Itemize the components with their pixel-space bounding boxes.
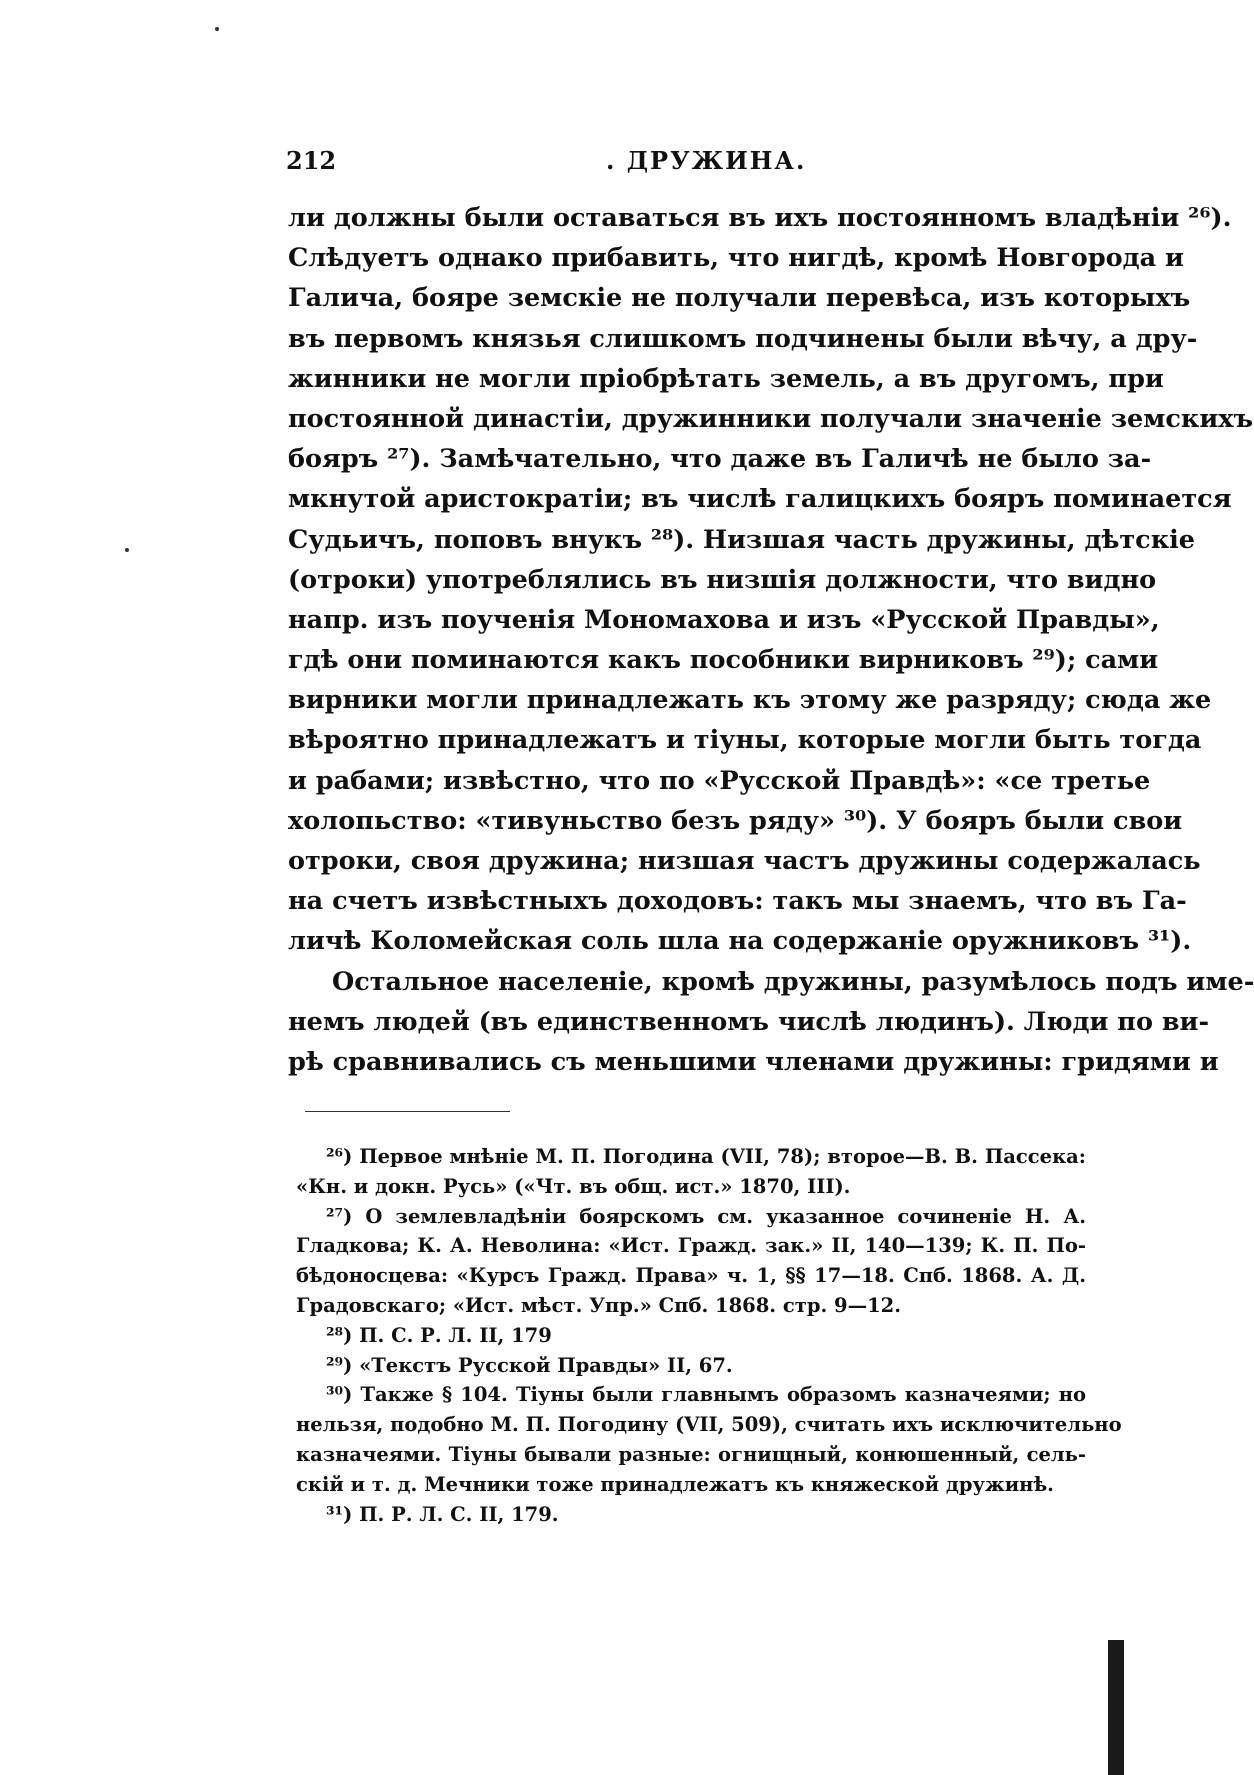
body-line-paragraph-start: Остальное населеніе, кромѣ дружины, разумѣлось подъ име- — [332, 966, 1254, 997]
footnote-line: ²⁷) О землевладѣніи боярскомъ см. указанное сочиненіе Н. А. — [326, 1204, 1086, 1228]
footnote-line: ³⁰) Также § 104. Тіуны были главнымъ образомъ казначеями; но — [326, 1383, 1086, 1407]
body-line: Слѣдуетъ однако прибавить, что нигдѣ, кромѣ Новгорода и — [288, 243, 1184, 274]
body-line: ли должны были оставаться въ ихъ постоянномъ владѣніи ²⁶). — [288, 203, 1232, 233]
footnote-line: нельзя, подобно М. П. Погодину (VII, 509), считать ихъ исключительно — [296, 1413, 1122, 1437]
body-line: и рабами; извѣстно, что по «Русской Правдѣ»: «се третье — [288, 765, 1151, 796]
footnote-line: скій и т. д. Мечники тоже принадлежатъ къ княжеской дружинѣ. — [296, 1472, 1054, 1496]
footnote-line: «Кн. и докн. Русь» («Чт. въ общ. ист.» 1870, III). — [296, 1174, 851, 1198]
body-line: личѣ Коломейская соль шла на содержаніе оружниковъ ³¹). — [288, 926, 1192, 957]
body-line: на счетъ извѣстныхъ доходовъ: такъ мы знаемъ, что въ Га- — [288, 886, 1187, 917]
footnotes — [296, 1142, 1122, 1529]
footnote-line: Градовскаго; «Ист. мѣст. Упр.» Спб. 1868. стр. 9—12. — [296, 1293, 902, 1317]
footnote-divider — [305, 1111, 510, 1112]
body-line: вирники могли принадлежать къ этому же разряду; сюда же — [288, 685, 1212, 716]
body-line: холопьство: «тивуньство безъ ряду» ³⁰). У бояръ были свои — [288, 805, 1183, 836]
body-line: постоянной династіи, дружинники получали значеніе земскихъ — [288, 403, 1254, 434]
body-line: отроки, своя дружина; низшая частъ дружины содержалась — [288, 846, 1201, 876]
body-line: гдѣ они поминаются какъ пособники вирниковъ ²⁹); сами — [288, 645, 1159, 676]
scan-edge-shadow — [1108, 1640, 1124, 1775]
scan-speck — [215, 27, 219, 31]
footnote-line: бѣдоносцева: «Курсъ Гражд. Права» ч. 1, §§ 17—18. Спб. 1868. А. Д. — [296, 1264, 1086, 1288]
footnote-line: ²⁹) «Текстъ Русской Правды» II, 67. — [326, 1353, 733, 1377]
body-line: рѣ сравнивались съ меньшими членами дружины: гридями и — [288, 1046, 1219, 1077]
body-line: Галича, бояре земскіе не получали перевѣса, изъ которыхъ — [288, 283, 1191, 314]
body-line: (отроки) употреблялись въ низшія должности, что видно — [288, 564, 1157, 595]
body-line: въ первомъ князья слишкомъ подчинены были вѣчу, а дру- — [288, 323, 1198, 354]
footnote-line: Гладкова; К. А. Неволина: «Ист. Гражд. зак.» II, 140—139; К. П. По- — [296, 1234, 1086, 1258]
page-number: 212 — [286, 146, 337, 175]
footnote-line: ³¹) П. Р. Л. С. II, 179. — [326, 1502, 559, 1526]
body-line: немъ людей (въ единственномъ числѣ людинъ). Люди по ви- — [288, 1006, 1210, 1037]
footnote-line: ²⁸) П. С. Р. Л. II, 179 — [326, 1323, 552, 1347]
body-line: жинники не могли пріобрѣтать земель, а въ другомъ, при — [288, 363, 1164, 394]
body-line: бояръ ²⁷). Замѣчательно, что даже въ Галичѣ не было за- — [288, 444, 1152, 475]
body-line: вѣроятно принадлежатъ и тіуны, которые могли быть тогда — [288, 725, 1202, 756]
body-line: мкнутой аристократіи; въ числѣ галицкихъ бояръ поминается — [288, 484, 1232, 515]
body-line: напр. изъ поученія Мономахова и изъ «Русской Правды», — [288, 604, 1160, 635]
footnote-line: казначеями. Тіуны бывали разные: огнищный, конюшенный, сель- — [296, 1442, 1086, 1466]
footnote-line: ²⁶) Первое мнѣніе М. П. Погодина (VII, 78); второе—В. В. Пассека: — [326, 1145, 1086, 1168]
body-text — [288, 198, 1254, 1082]
body-line: Судьичъ, поповъ внукъ ²⁸). Низшая часть дружины, дѣтскіе — [288, 524, 1196, 555]
running-title: . ДРУЖИНА. — [606, 146, 807, 175]
scan-speck — [125, 548, 129, 552]
